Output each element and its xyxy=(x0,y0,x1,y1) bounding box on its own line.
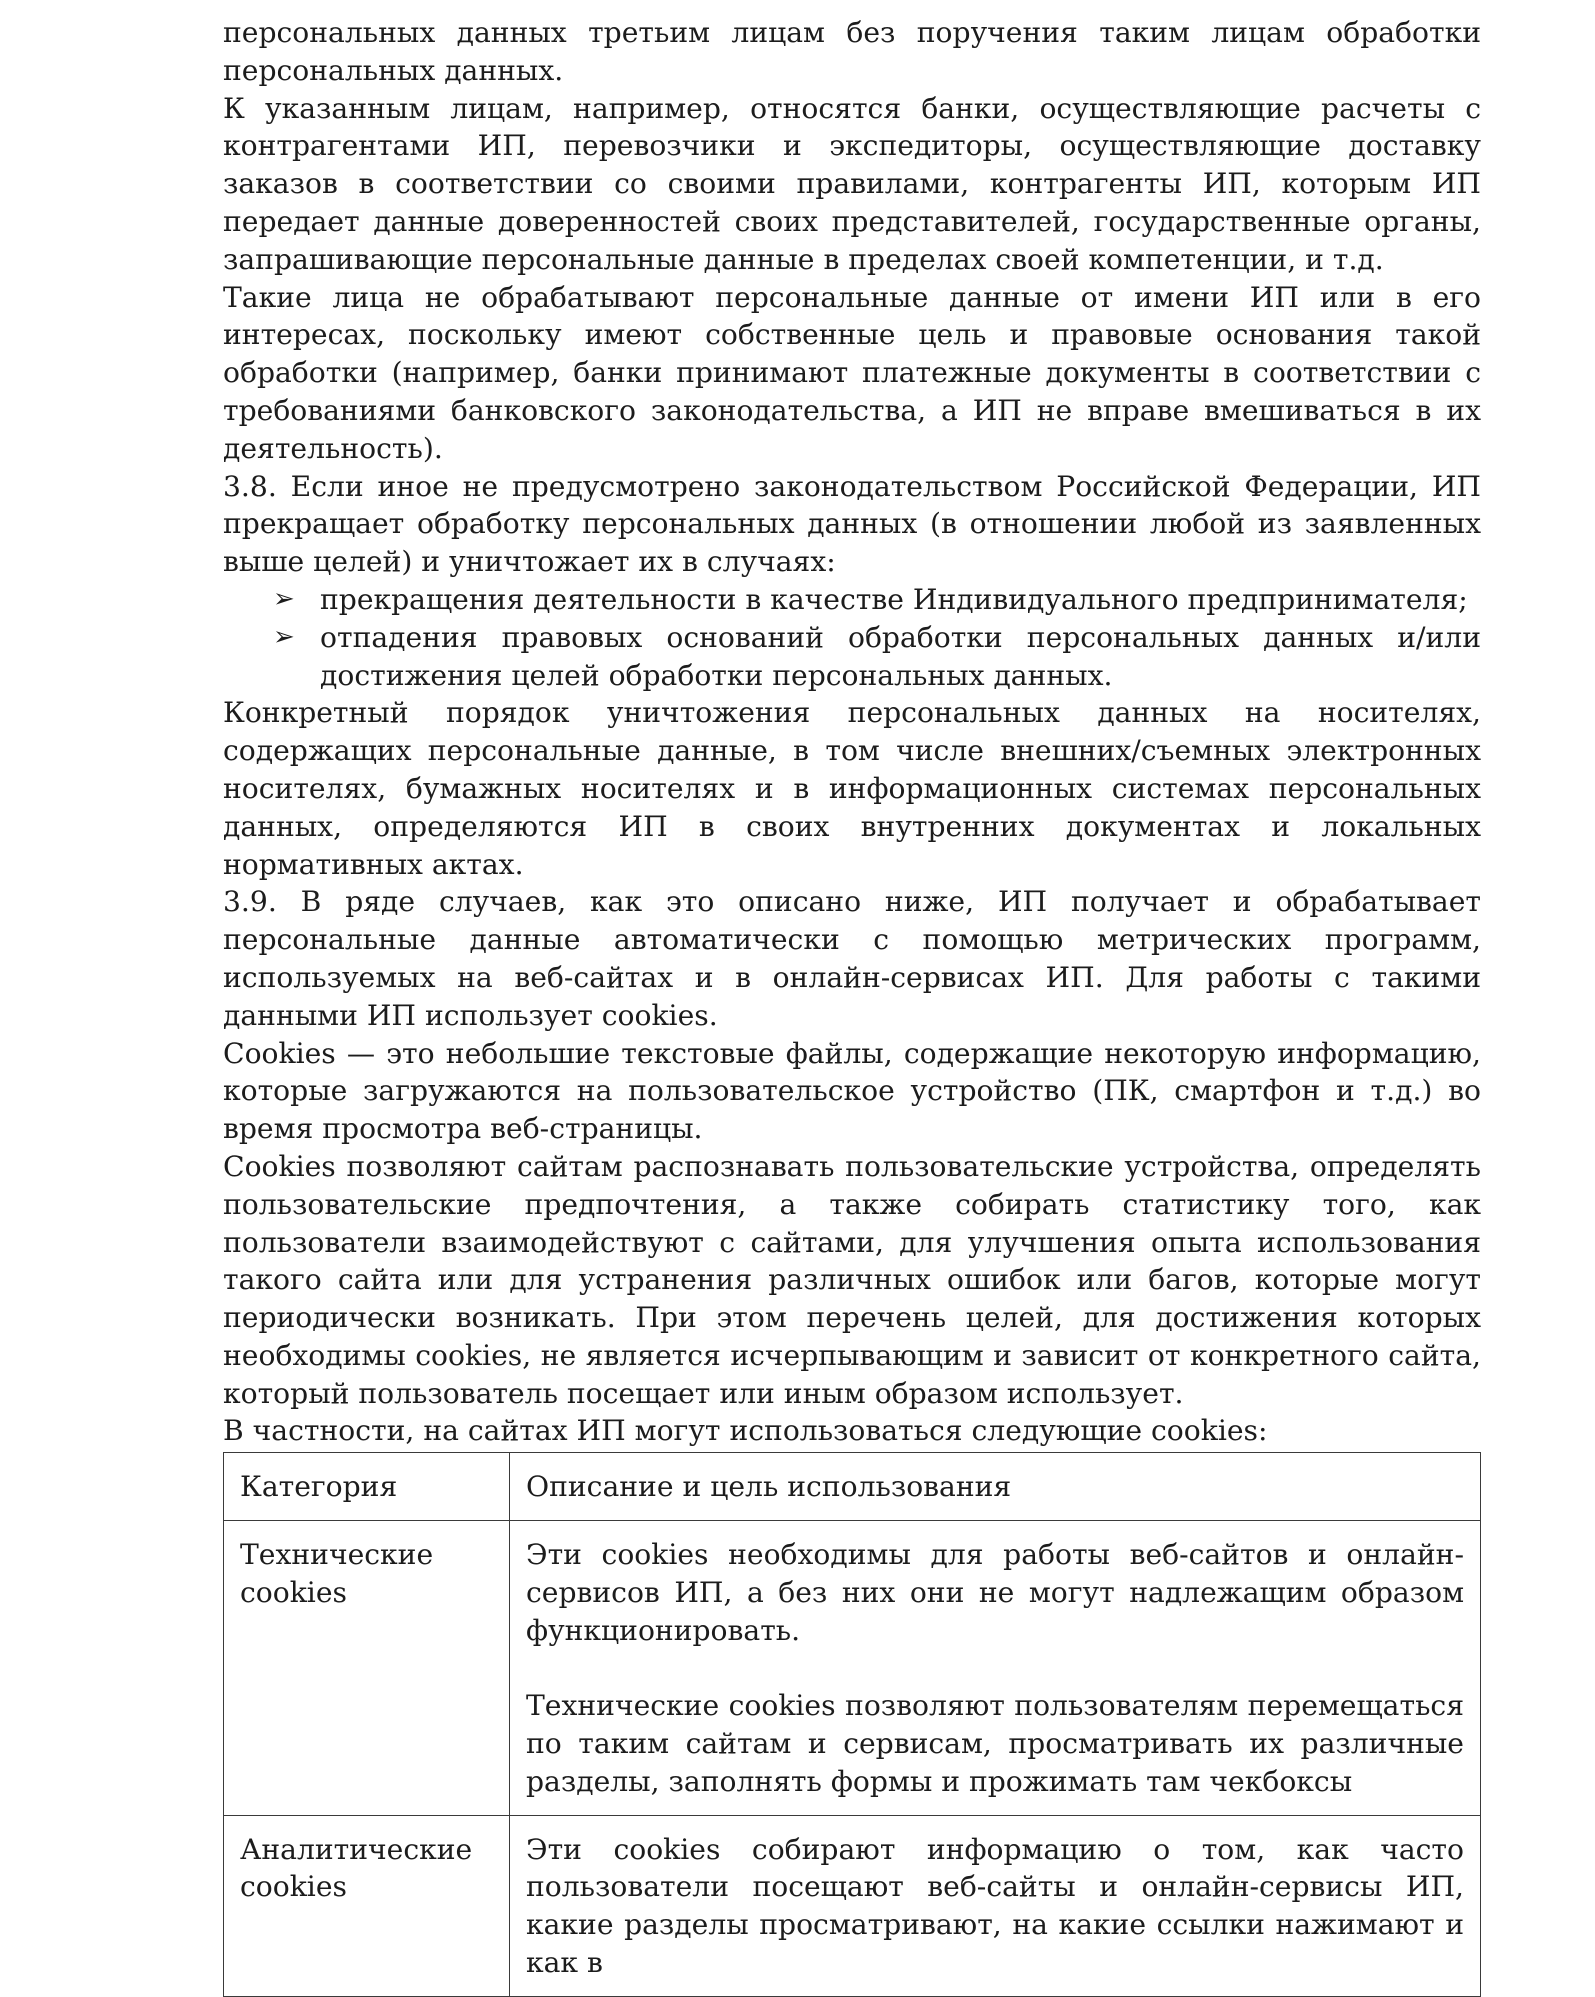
table-cell-category: Технические cookies xyxy=(224,1521,510,1816)
paragraph: Конкретный порядок уничтожения персональных данных на носителях, содержащих персональные данные, в том числе внешних/съемных электронных носителях, бумажных носителях и в информационных системах персональных данных, определяются ИП в своих внутренних документах и локальных нормативных актах. xyxy=(223,696,1481,881)
table-cell-description xyxy=(510,1521,1481,1816)
paragraph: персональных данных третьим лицам без поручения таким лицам обработки персональных данных. xyxy=(223,16,1481,87)
cell-paragraph: Технические cookies позволяют пользователям перемещаться по таким сайтам и сервисам, просматривать их различные разделы, заполнять формы и прожимать там чекбоксы xyxy=(526,1689,1464,1798)
table-cell-description xyxy=(510,1815,1481,1996)
list-item-text: отпадения правовых оснований обработки персональных данных и/или достижения целей обработки персональных данных. xyxy=(320,620,1481,692)
document-page xyxy=(223,14,1481,1997)
cell-paragraph: Эти cookies собирают информацию о том, как часто пользователи посещают веб-сайты и онлайн-сервисы ИП, какие разделы просматривают, на какие ссылки нажимают и как в xyxy=(526,1832,1464,1980)
cookies-table xyxy=(223,1452,1481,1997)
table-cell-category: Аналитические cookies xyxy=(224,1815,510,1996)
arrow-bullet-icon: ➢ xyxy=(273,621,295,652)
cell-paragraph: Эти cookies необходимы для работы веб-сайтов и онлайн-сервисов ИП, а без них они не могут надлежащим образом функционировать. xyxy=(526,1538,1464,1647)
paragraph: В частности, на сайтах ИП могут использоваться следующие cookies: xyxy=(223,1414,1268,1448)
table-header-row xyxy=(224,1453,1481,1521)
paragraph: К указанным лицам, например, относятся банки, осуществляющие расчеты с контрагентами ИП, перевозчики и экспедиторы, осуществляющие доставку заказов в соответствии со своими правилами, контрагенты ИП, которым ИП передает данные доверенностей своих представителей, государственные органы, запрашивающие персональные данные в пределах своей компетенции, и т.д. xyxy=(223,91,1481,276)
table-row xyxy=(224,1521,1481,1816)
paragraph: Cookies позволяют сайтам распознавать пользовательские устройства, определять пользовательские предпочтения, а также собирать статистику того, как пользователи взаимодействуют с сайтами, для улучшения опыта использования такого сайта или для устранения различных ошибок или багов, которые могут периодически возникать. При этом перечень целей, для достижения которых необходимы cookies, не является исчерпывающим и зависит от конкретного сайта, который пользователь посещает или иным образом использует. xyxy=(223,1149,1481,1410)
paragraph-section-3-8: 3.8. Если иное не предусмотрено законодательством Российской Федерации, ИП прекращает обработку персональных данных (в отношении любой из заявленных выше целей) и уничтожает их в случаях: xyxy=(223,469,1481,579)
arrow-bullet-icon: ➢ xyxy=(273,583,295,614)
list-item xyxy=(223,619,1481,695)
paragraph: Такие лица не обрабатывают персональные данные от имени ИП или в его интересах, поскольку имеют собственные цель и правовые основания такой обработки (например, банки принимают платежные документы в соответствии с требованиями банковского законодательства, а ИП не вправе вмешиваться в их деятельность). xyxy=(223,280,1481,465)
table-header-cell: Описание и цель использования xyxy=(510,1453,1481,1521)
paragraph-section-3-9: 3.9. В ряде случаев, как это описано ниже, ИП получает и обрабатывает персональные данные автоматически с помощью метрических программ, используемых на веб-сайтах и в онлайн-сервисах ИП. Для работы с такими данными ИП использует cookies. xyxy=(223,885,1481,1032)
paragraph: Cookies — это небольшие текстовые файлы, содержащие некоторую информацию, которые загружаются на пользовательское устройство (ПК, смартфон и т.д.) во время просмотра веб-страницы. xyxy=(223,1036,1481,1146)
list-item-text: прекращения деятельности в качестве Индивидуального предпринимателя; xyxy=(320,582,1468,616)
table-header-cell: Категория xyxy=(224,1453,510,1521)
table-row xyxy=(224,1815,1481,1996)
bullet-list xyxy=(223,581,1481,694)
list-item xyxy=(223,581,1481,619)
